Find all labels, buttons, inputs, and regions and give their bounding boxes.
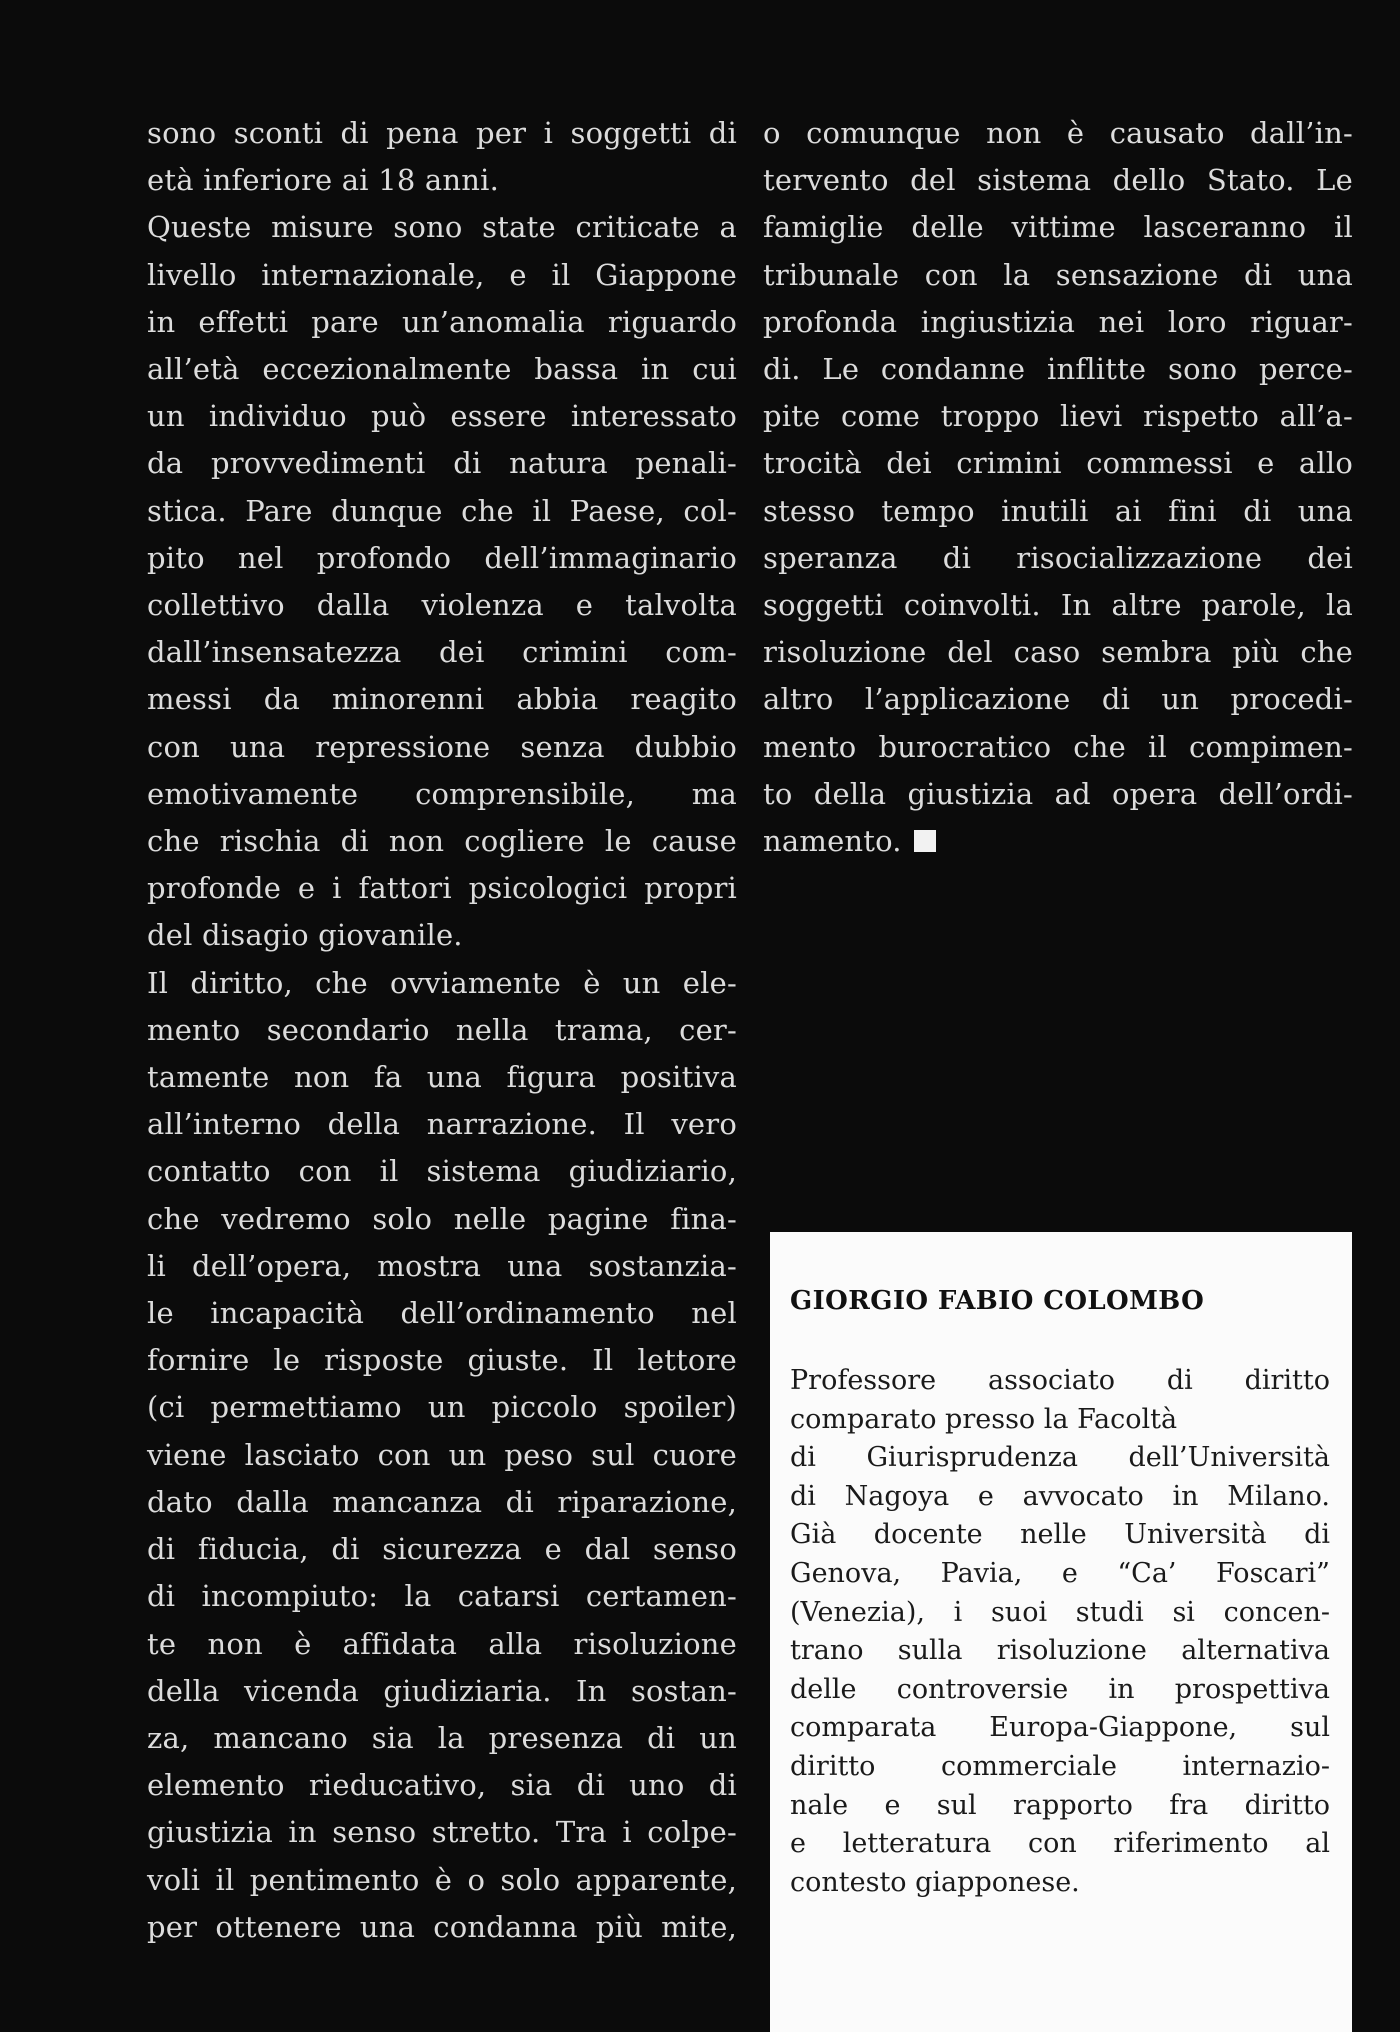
bio-line: nale e sul rapporto fra diritto <box>790 1789 1330 1821</box>
text-line: (ci permettiamo un piccolo spoiler) <box>147 1390 737 1425</box>
text-line: stica. Pare dunque che il Paese, col- <box>147 493 737 528</box>
text-line: dato dalla mancanza di riparazione, <box>147 1484 737 1519</box>
text-line: soggetti coinvolti. In altre parole, la <box>763 588 1353 623</box>
end-of-article-square-icon <box>914 830 936 852</box>
text-line: famiglie delle vittime lasceranno il <box>763 210 1353 245</box>
text-line: stesso tempo inutili ai fini di una <box>763 493 1353 528</box>
text-line: in effetti pare un’anomalia riguardo <box>147 304 737 339</box>
text-line: che vedremo solo nelle pagine fina- <box>147 1201 737 1236</box>
final-text: namento. <box>763 824 902 859</box>
bio-line: trano sulla risoluzione alternativa <box>790 1635 1330 1667</box>
bio-line: comparata Europa-Giappone, sul <box>790 1712 1330 1744</box>
text-line: viene lasciato con un peso sul cuore <box>147 1437 737 1472</box>
bio-line: e letteratura con riferimento al <box>790 1828 1330 1860</box>
author-name: GIORGIO FABIO COLOMBO <box>790 1286 1205 1316</box>
text-line: sono sconti di pena per i soggetti di <box>147 116 737 150</box>
bio-line: di Nagoya e avvocato in Milano. <box>790 1480 1330 1512</box>
bio-line: Già docente nelle Università di <box>790 1519 1330 1551</box>
left-text-column <box>147 110 737 1951</box>
text-line: del disagio giovanile. <box>147 918 463 953</box>
text-line: o comunque non è causato dall’in- <box>763 116 1353 150</box>
text-line: li dell’opera, mostra una sostanzia- <box>147 1248 737 1283</box>
text-line: da provvedimenti di natura penali- <box>147 446 737 481</box>
bio-line: comparato presso la Facoltà <box>790 1403 1178 1435</box>
bio-line: Genova, Pavia, e “Ca’ Foscari” <box>790 1557 1330 1589</box>
text-line: di fiducia, di sicurezza e dal senso <box>147 1532 737 1567</box>
text-line: pite come troppo lievi rispetto all’a- <box>763 399 1353 434</box>
text-line: all’età eccezionalmente bassa in cui <box>147 352 737 387</box>
bio-line: (Venezia), i suoi studi si concen- <box>790 1596 1330 1628</box>
text-line: di incompiuto: la catarsi certamen- <box>147 1579 737 1614</box>
text-line: profonda ingiustizia nei loro riguar- <box>763 304 1353 339</box>
text-line: Queste misure sono state criticate a <box>147 210 737 245</box>
text-line: pito nel profondo dell’immaginario <box>147 540 737 575</box>
text-line: speranza di risocializzazione dei <box>763 540 1353 575</box>
text-line: to della giustizia ad opera dell’ordi- <box>763 776 1353 811</box>
text-line: livello internazionale, e il Giappone <box>147 257 737 292</box>
text-line: tribunale con la sensazione di una <box>763 257 1353 292</box>
text-line: te non è affidata alla risoluzione <box>147 1626 737 1661</box>
text-line: un individuo può essere interessato <box>147 399 737 434</box>
text-line: collettivo dalla violenza e talvolta <box>147 588 737 623</box>
text-line: profonde e i fattori psicologici propri <box>147 871 737 906</box>
right-text-column <box>763 110 1353 865</box>
text-line: emotivamente comprensibile, ma <box>147 776 737 811</box>
author-bio-text <box>790 1362 1330 1902</box>
bio-line: diritto commerciale internazio- <box>790 1750 1330 1782</box>
bio-line: delle controversie in prospettiva <box>790 1673 1330 1705</box>
text-line: dall’insensatezza dei crimini com- <box>147 635 737 670</box>
bio-line: di Giurisprudenza dell’Università <box>790 1442 1330 1474</box>
text-line: contatto con il sistema giudiziario, <box>147 1154 737 1189</box>
text-line: le incapacità dell’ordinamento nel <box>147 1296 737 1331</box>
text-line: Il diritto, che ovviamente è un ele- <box>147 965 737 1000</box>
text-line: con una repressione senza dubbio <box>147 729 737 764</box>
text-line: tervento del sistema dello Stato. Le <box>763 163 1353 198</box>
text-line: tamente non fa una figura positiva <box>147 1060 737 1095</box>
text-line: za, mancano sia la presenza di un <box>147 1720 737 1755</box>
text-line: all’interno della narrazione. Il vero <box>147 1107 737 1142</box>
text-line: elemento rieducativo, sia di uno di <box>147 1768 737 1803</box>
text-line: trocità dei crimini commessi e allo <box>763 446 1353 481</box>
bio-line: Professore associato di diritto <box>790 1365 1330 1396</box>
text-line: messi da minorenni abbia reagito <box>147 682 737 717</box>
text-line-final <box>763 818 1353 865</box>
author-bio-box <box>770 1232 1352 2032</box>
text-line: altro l’applicazione di un procedi- <box>763 682 1353 717</box>
text-line: voli il pentimento è o solo apparente, <box>147 1862 737 1897</box>
text-line: della vicenda giudiziaria. In sostan- <box>147 1673 737 1708</box>
text-line: per ottenere una condanna più mite, <box>147 1909 737 1944</box>
text-line: mento burocratico che il compimen- <box>763 729 1353 764</box>
text-line: che rischia di non cogliere le cause <box>147 824 737 859</box>
bio-line: contesto giapponese. <box>790 1866 1080 1898</box>
text-line: età inferiore ai 18 anni. <box>147 163 500 198</box>
text-line: fornire le risposte giuste. Il lettore <box>147 1343 737 1378</box>
text-line: di. Le condanne inflitte sono perce- <box>763 352 1353 387</box>
text-line: giustizia in senso stretto. Tra i colpe- <box>147 1815 737 1850</box>
text-line: risoluzione del caso sembra più che <box>763 635 1353 670</box>
text-line: mento secondario nella trama, cer- <box>147 1012 737 1047</box>
